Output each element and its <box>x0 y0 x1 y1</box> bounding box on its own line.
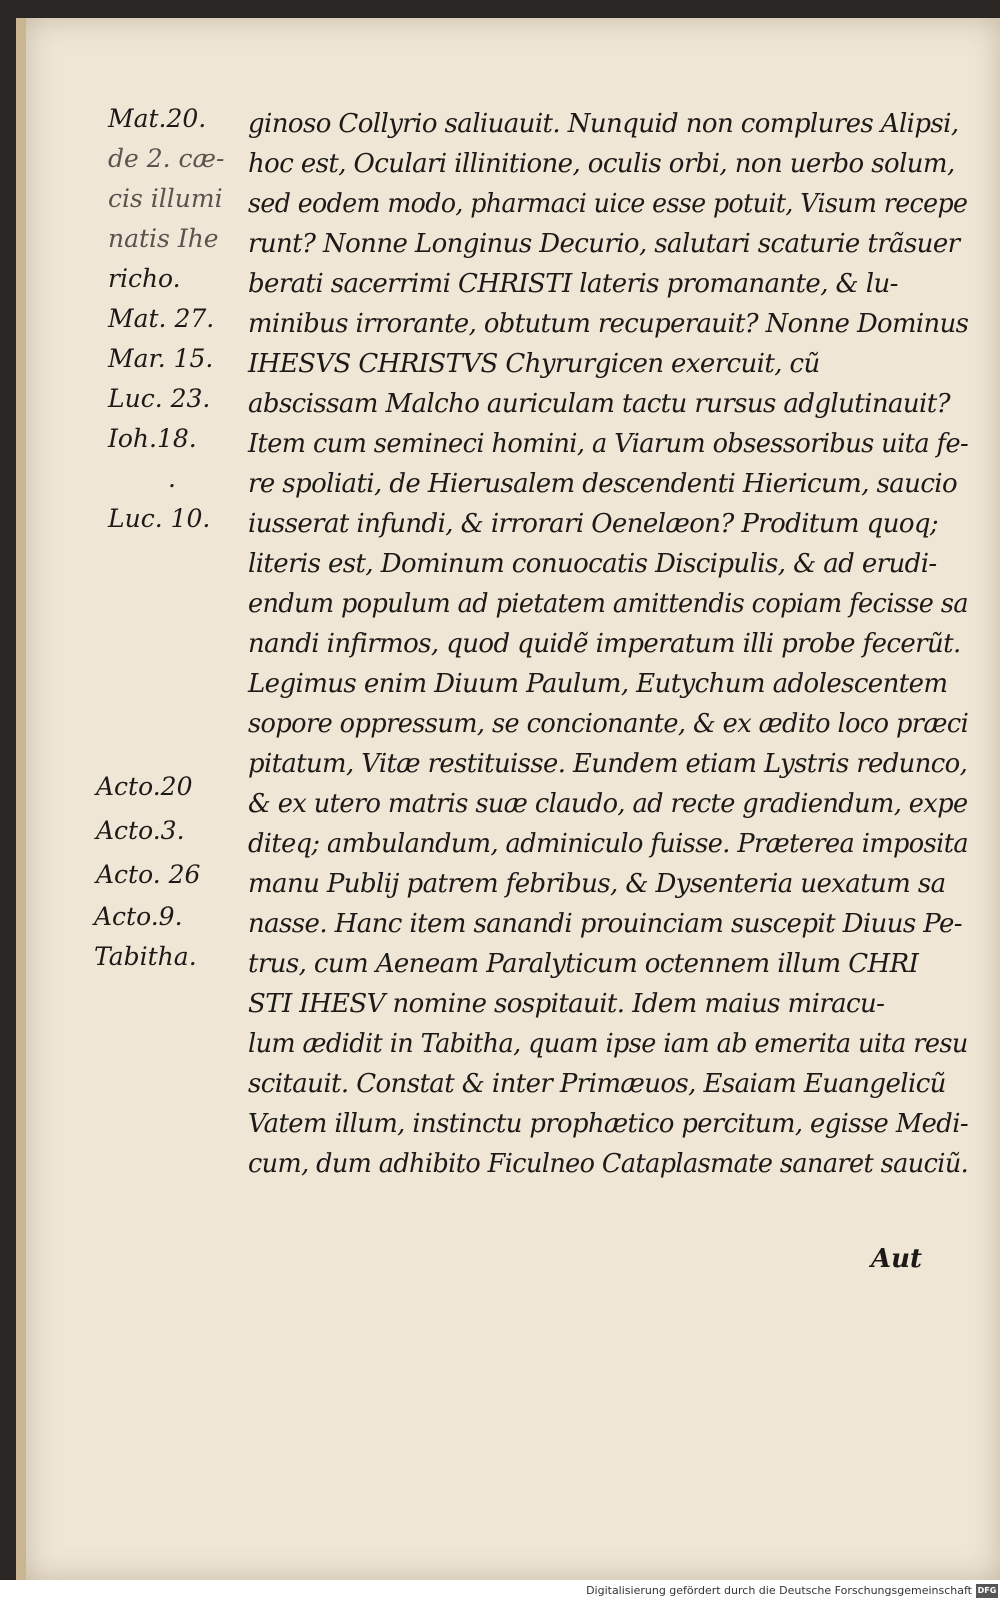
text-line: berati sacerrimi CHRISTI lateris promanante, & lu- <box>248 269 898 299</box>
text-line: sopore oppressum, se concionante, & ex ædito loco præci <box>248 709 969 739</box>
text-line: Legimus enim Diuum Paulum, Eutychum adolescentem <box>248 669 948 699</box>
text-line: re spoliati, de Hierusalem descendenti Hiericum, saucio <box>248 469 958 499</box>
text-line: pitatum, Vitæ restituisse. Eundem etiam Lystris redunco, <box>248 749 968 779</box>
text-line: iusserat infundi, & irrorari Oenelæon? Proditum quoq; <box>248 509 939 539</box>
text-line: scitauit. Constat & inter Primæuos, Esaiam Euangelicũ <box>248 1069 946 1099</box>
text-line: diteq; ambulandum, adminiculo fuisse. Præterea imposita <box>248 829 969 859</box>
margin-note: cis illumi <box>108 184 223 213</box>
text-line: ginoso Collyrio saliuauit. Nunquid non complures Alipsi, <box>248 109 959 139</box>
text-line: nasse. Hanc item sanandi prouinciam suscepit Diuus Pe- <box>248 909 962 939</box>
text-line: IHESVS CHRISTVS Chyrurgicen exercuit, cũ <box>248 349 820 379</box>
text-line: literis est, Dominum conuocatis Discipulis, & ad erudi- <box>248 549 937 579</box>
text-line: minibus irrorante, obtutum recuperauit? Nonne Dominus <box>248 309 969 339</box>
margin-note: Mat.20. <box>108 104 207 133</box>
text-line: trus, cum Aeneam Paralyticum octennem illum CHRI <box>248 949 919 979</box>
text-line: Vatem illum, instinctu prophætico percitum, egisse Medi- <box>248 1109 968 1139</box>
text-line: STI IHESV nomine sospitauit. Idem maius miracu- <box>248 989 885 1019</box>
margin-note: Mar. 15. <box>108 344 214 373</box>
text-line: & ex utero matris suæ claudo, ad recte gradiendum, expe <box>248 789 968 819</box>
footer-credit: Digitalisierung gefördert durch die Deutsche Forschungsgemeinschaft <box>586 1584 972 1597</box>
dfg-logo-icon: DFG <box>976 1584 998 1598</box>
text-line: manu Publij patrem febribus, & Dysenteria uexatum sa <box>248 869 946 899</box>
margin-note: Acto. 26 <box>96 860 201 889</box>
margin-note: natis Ihe <box>108 224 219 253</box>
text-line: lum ædidit in Tabitha, quam ipse iam ab emerita uita resu <box>248 1029 968 1059</box>
margin-note: Acto.20 <box>96 772 193 801</box>
text-line: endum populum ad pietatem amittendis copiam fecisse sa <box>248 589 968 619</box>
text-line: sed eodem modo, pharmaci uice esse potuit, Visum recepe <box>248 189 968 219</box>
text-line: cum, dum adhibito Ficulneo Cataplasmate sanaret sauciũ. <box>248 1149 969 1179</box>
text-line: runt? Nonne Longinus Decurio, salutari scaturie trãsuer <box>248 229 960 259</box>
margin-note: Mat. 27. <box>108 304 215 333</box>
catchword: Aut <box>870 1244 922 1274</box>
text-line: nandi infirmos, quod quidẽ imperatum illi probe fecerũt. <box>248 629 961 659</box>
margin-note: Acto.9. <box>94 902 183 931</box>
text-line: hoc est, Oculari illinitione, oculis orbi, non uerbo solum, <box>248 149 955 179</box>
margin-note: de 2. cæ- <box>108 144 225 173</box>
margin-note: richo. <box>108 264 181 293</box>
text-line: Item cum semineci homini, a Viarum obsessoribus uita fe- <box>248 429 969 459</box>
margin-note: Acto.3. <box>96 816 185 845</box>
margin-note: Luc. 23. <box>108 384 211 413</box>
book-page <box>16 18 1000 1580</box>
text-line: abscissam Malcho auriculam tactu rursus adglutinauit? <box>248 389 950 419</box>
margin-note: Luc. 10. <box>108 504 211 533</box>
footer-bar <box>0 1580 1000 1604</box>
margin-note: Ioh.18. <box>108 424 197 453</box>
margin-note: Tabitha. <box>94 942 197 971</box>
margin-note: . <box>168 464 176 493</box>
main-text <box>248 104 968 1184</box>
